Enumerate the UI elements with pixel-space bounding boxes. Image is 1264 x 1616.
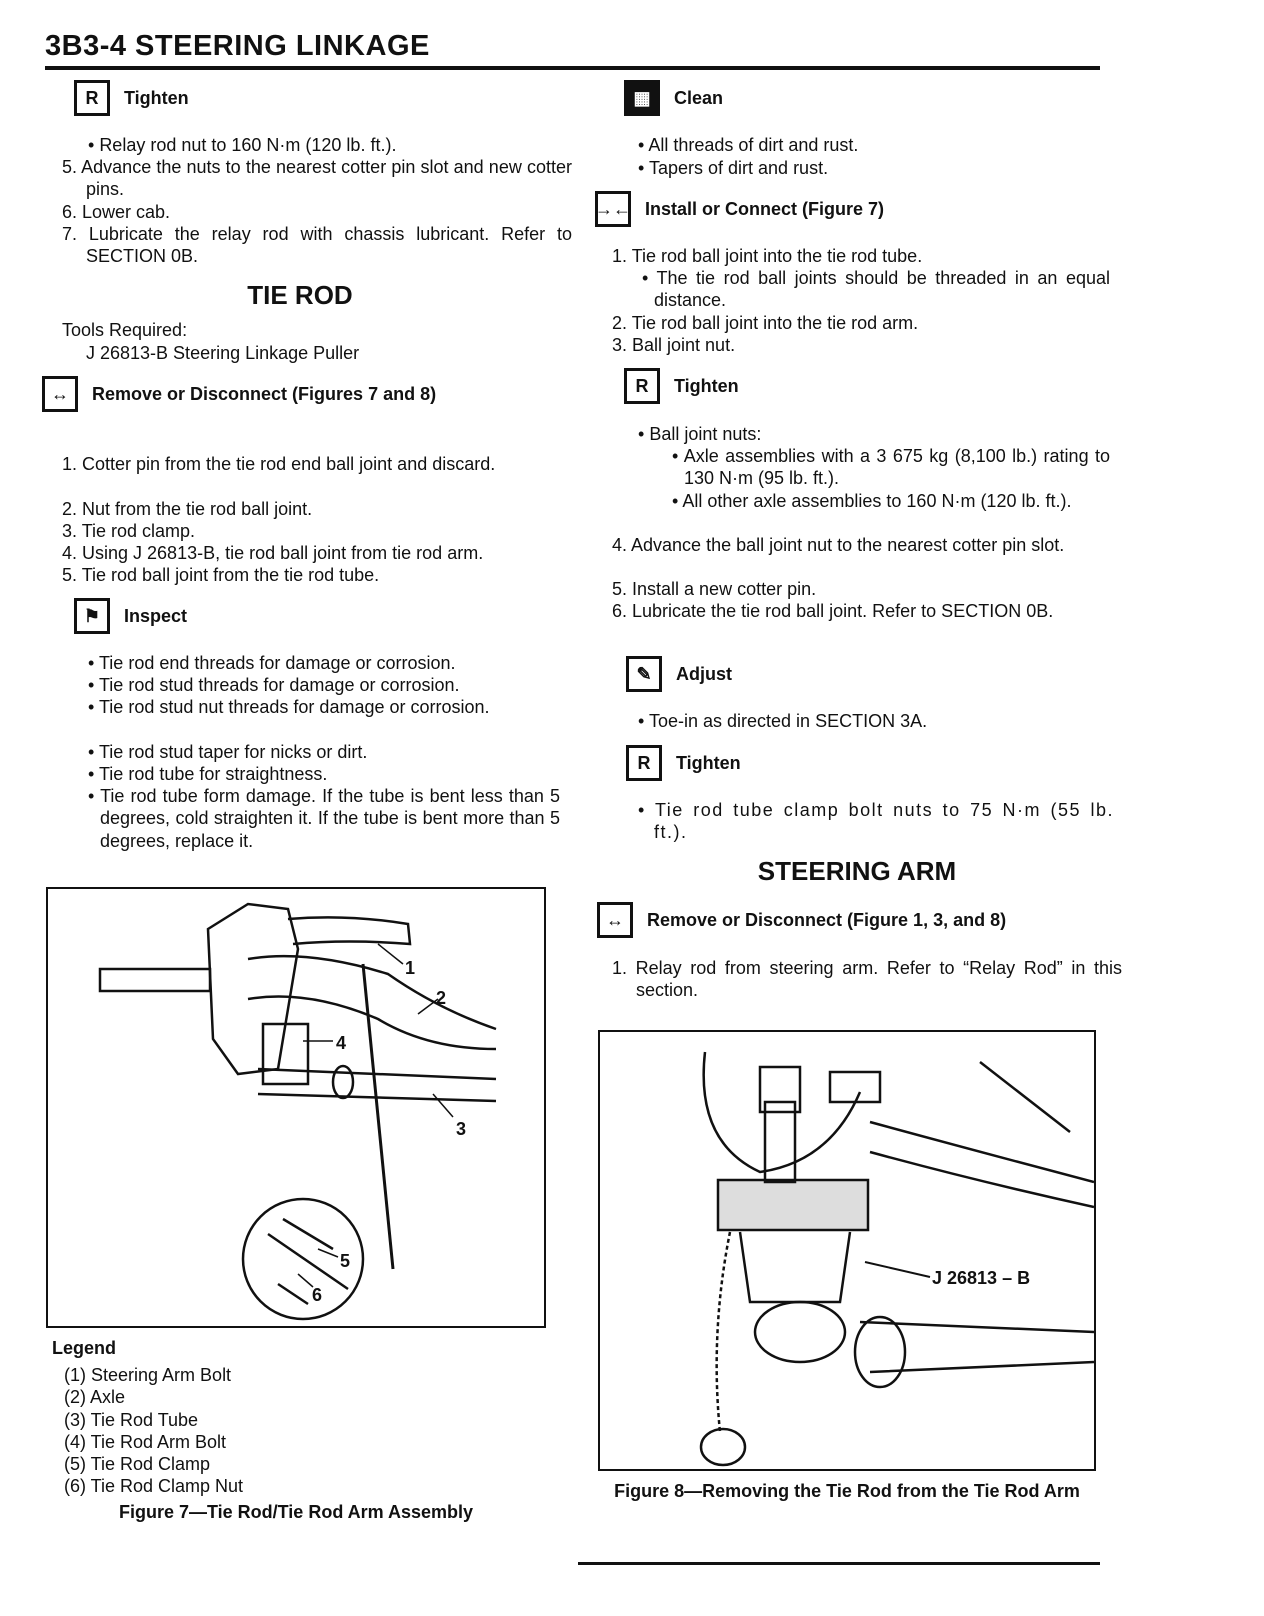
step: 7. Lubricate the relay rod with chassis lubricant. Refer to SECTION 0B. <box>62 224 572 267</box>
callout-3: 3 <box>456 1119 467 1139</box>
step: 2. Tie rod ball joint into the tie rod arm. <box>612 313 919 333</box>
bullet: • Toe-in as directed in SECTION 3A. <box>638 711 928 731</box>
callout-6: 6 <box>312 1285 323 1305</box>
tool-callout: J 26813 – B <box>932 1268 1031 1288</box>
torque-wrench-icon: R <box>74 80 110 116</box>
callout-4: 4 <box>336 1033 347 1053</box>
header-rule <box>45 66 1100 70</box>
adjust-wrench-icon: ✎ <box>626 656 662 692</box>
bullet: • Tie rod stud nut threads for damage or corrosion. <box>88 697 490 717</box>
bullet: • Tie rod tube for straightness. <box>88 764 328 784</box>
legend-item: (6) Tie Rod Clamp Nut <box>64 1476 244 1497</box>
step: 4. Advance the ball joint nut to the nearest cotter pin slot. <box>612 535 1065 555</box>
remove-arrows-icon: ↔ <box>42 376 78 412</box>
bullet: • Tie rod stud threads for damage or corrosion. <box>88 675 460 695</box>
sub-bullet: • Axle assemblies with a 3 675 kg (8,100 lb.) rating to 130 N·m (95 lb. ft.). <box>672 446 1110 489</box>
legend-item: (5) Tie Rod Clamp <box>64 1454 211 1475</box>
step: 5. Advance the nuts to the nearest cotter pin slot and new cotter pins. <box>62 157 572 200</box>
step: 1. Tie rod ball joint into the tie rod tube. <box>612 246 923 266</box>
legend-list <box>64 1364 243 1498</box>
legend-title: Legend <box>52 1338 117 1358</box>
bullet: • Tapers of dirt and rust. <box>638 158 829 178</box>
figure-7-illustration <box>46 887 546 1328</box>
remove-arrows-icon: ↔ <box>597 902 633 938</box>
step: 1. Relay rod from steering arm. Refer to “Relay Rod” in this section. <box>612 958 1122 1001</box>
step: 3. Ball joint nut. <box>612 335 736 355</box>
callout-1: 1 <box>405 958 416 978</box>
bullet: • Tie rod tube clamp bolt nuts to 75 N·m (55 lb. ft.). <box>638 800 1114 843</box>
bullet: • Tie rod stud taper for nicks or dirt. <box>88 742 368 762</box>
bullet: • All threads of dirt and rust. <box>638 135 859 155</box>
sub-bullet: • All other axle assemblies to 160 N·m (120 lb. ft.). <box>672 491 1072 511</box>
step: 6. Lubricate the tie rod ball joint. Refer to SECTION 0B. <box>612 601 1054 621</box>
tie-rod-assembly-drawing <box>48 889 544 1326</box>
install-arrows-icon: →← <box>595 191 631 227</box>
figure-8-caption: Figure 8—Removing the Tie Rod from the Tie Rod Arm <box>614 1481 1080 1501</box>
adjust-heading: ✎ Adjust <box>626 656 732 692</box>
tie-rod-puller-drawing <box>600 1032 1094 1469</box>
torque-wrench-icon: R <box>624 368 660 404</box>
callout-5: 5 <box>340 1251 351 1271</box>
callout-2: 2 <box>436 988 447 1008</box>
step: 5. Tie rod ball joint from the tie rod tube. <box>62 565 380 585</box>
inspect-heading: ⚑ Inspect <box>74 598 187 634</box>
figure-8-illustration <box>598 1030 1096 1471</box>
install-heading: →← Install or Connect (Figure 7) <box>595 191 884 227</box>
step: 2. Nut from the tie rod ball joint. <box>62 499 313 519</box>
step: 1. Cotter pin from the tie rod end ball joint and discard. <box>62 454 496 474</box>
tighten-heading: R Tighten <box>624 368 739 404</box>
legend-item: (2) Axle <box>64 1387 126 1408</box>
tool-item: J 26813-B Steering Linkage Puller <box>86 343 360 363</box>
legend-item: (3) Tie Rod Tube <box>64 1409 199 1430</box>
tighten-heading: R Tighten <box>626 745 741 781</box>
bullet: • Tie rod end threads for damage or corrosion. <box>88 653 456 673</box>
tighten-heading: R Tighten <box>74 80 189 116</box>
step: 4. Using J 26813-B, tie rod ball joint from tie rod arm. <box>62 543 484 563</box>
figure-7-caption: Figure 7—Tie Rod/Tie Rod Arm Assembly <box>118 1502 474 1522</box>
page-title: 3B3-4 STEERING LINKAGE <box>45 30 430 62</box>
footer-rule <box>578 1562 1100 1565</box>
step: 5. Install a new cotter pin. <box>612 579 817 599</box>
inspect-icon: ⚑ <box>74 598 110 634</box>
bullet: • Relay rod nut to 160 N·m (120 lb. ft.). <box>88 135 397 155</box>
legend-item: (4) Tie Rod Arm Bolt <box>64 1431 227 1452</box>
bullet: • Ball joint nuts: <box>638 424 762 444</box>
sub-bullet: • The tie rod ball joints should be threaded in an equal distance. <box>642 268 1110 311</box>
step: 3. Tie rod clamp. <box>62 521 196 541</box>
remove-heading: ↔ Remove or Disconnect (Figures 7 and 8) <box>42 376 436 412</box>
step: 6. Lower cab. <box>62 202 171 222</box>
torque-wrench-icon: R <box>626 745 662 781</box>
remove-heading: ↔ Remove or Disconnect (Figure 1, 3, and 8) <box>597 902 1006 938</box>
clean-icon: ▦ <box>624 80 660 116</box>
section-title-tie-rod: TIE ROD <box>247 280 353 310</box>
tools-label: Tools Required: <box>62 320 188 340</box>
section-title-steering-arm: STEERING ARM <box>757 856 957 886</box>
legend-item: (1) Steering Arm Bolt <box>64 1365 232 1385</box>
clean-heading: ▦ Clean <box>624 80 723 116</box>
bullet: • Tie rod tube form damage. If the tube is bent less than 5 degrees, cold straighten it. If the tube is bent more than 5 degrees, replace it. <box>88 786 560 851</box>
